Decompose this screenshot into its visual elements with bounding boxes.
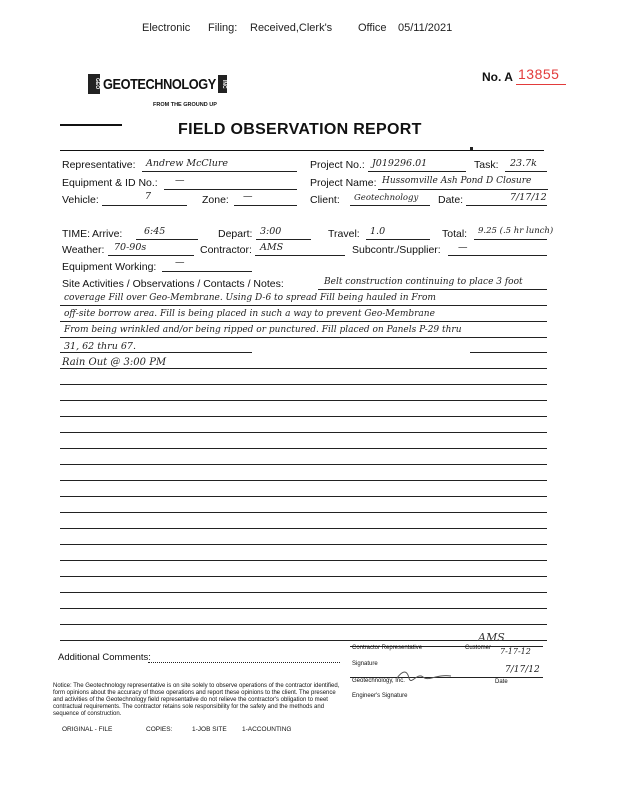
depart-value: 3:00 bbox=[260, 226, 282, 237]
customer-signature: AMS bbox=[478, 631, 505, 644]
equipment-working-value: — bbox=[175, 257, 185, 268]
project-name-value: Hussomville Ash Pond D Closure bbox=[382, 176, 532, 186]
equipment-label: Equipment & ID No.: bbox=[62, 177, 158, 189]
copies-original: ORIGINAL - FILE bbox=[62, 726, 113, 733]
date-label: Date: bbox=[438, 194, 464, 206]
client-label: Client: bbox=[310, 194, 340, 206]
equipment-working-label: Equipment Working: bbox=[62, 261, 157, 273]
time-label: TIME: bbox=[62, 228, 90, 240]
representative-label: Representative: bbox=[62, 159, 136, 171]
task-value: 23.7k bbox=[510, 158, 537, 169]
notes-line-4: From being wrinkled and/or being ripped or punctured. Fill placed on Panels P-29 thru bbox=[64, 325, 462, 335]
subcontr-value: — bbox=[458, 242, 468, 253]
project-no-label: Project No.: bbox=[310, 159, 365, 171]
customer-date: 7-17-12 bbox=[500, 647, 531, 656]
total-label: Total: bbox=[442, 228, 468, 240]
engineer-signature bbox=[395, 668, 455, 682]
project-no-value: J019296.01 bbox=[372, 158, 428, 169]
depart-label: Depart: bbox=[218, 228, 253, 240]
report-title: FIELD OBSERVATION REPORT bbox=[178, 121, 422, 138]
copies-label: COPIES: bbox=[146, 726, 173, 733]
copies-job-site: 1-JOB SITE bbox=[192, 726, 227, 733]
vehicle-label: Vehicle: bbox=[62, 194, 99, 206]
travel-label: Travel: bbox=[328, 228, 360, 240]
customer-label: Customer bbox=[465, 645, 492, 651]
notes-line-5: 31, 62 thru 67. bbox=[64, 341, 136, 352]
filing-office: Office bbox=[358, 22, 387, 34]
client-value: Geotechnology bbox=[354, 193, 419, 203]
filing-received: Received,Clerk's bbox=[250, 22, 333, 34]
notes-line-3: off-site borrow area. Fill is being placed in such a way to prevent Geo-Membrane bbox=[64, 309, 435, 319]
project-name-label: Project Name: bbox=[310, 177, 377, 189]
notes-label: Site Activities / Observations / Contacts / Notes: bbox=[62, 278, 284, 290]
report-no-value: 13855 bbox=[518, 66, 560, 82]
contractor-rep-label: Contractor Representative bbox=[352, 645, 423, 651]
report-no-label: No. A bbox=[482, 70, 513, 84]
geotech-label: Geotechnology, Inc. bbox=[352, 678, 405, 684]
representative-value: Andrew McClure bbox=[146, 158, 229, 169]
total-value: 9.25 (.5 hr lunch) bbox=[478, 226, 554, 236]
contractor-value: AMS bbox=[260, 242, 284, 253]
zone-label: Zone: bbox=[202, 194, 229, 206]
zone-value: — bbox=[243, 191, 253, 202]
date-value: 7/17/12 bbox=[510, 192, 547, 203]
filing-date: 05/11/2021 bbox=[398, 22, 453, 34]
date-sig-label: Date bbox=[495, 679, 508, 685]
contractor-label: Contractor: bbox=[200, 244, 252, 256]
copies-accounting: 1-ACCOUNTING bbox=[242, 726, 292, 733]
notes-line-6: Rain Out @ 3:00 PM bbox=[62, 357, 167, 368]
signature-label: Signature bbox=[352, 661, 378, 667]
vehicle-value: 7 bbox=[145, 191, 152, 202]
logo-name: GEOTECHNOLOGY bbox=[103, 76, 216, 93]
logo-mark: GEO bbox=[88, 74, 100, 94]
notice-text: Notice: The Geotechnology representative is on site solely to observe operations of the contractor identified, form opinions about the accuracy of those operations and report these opinions to the client. The presence and activities of the Geotechnology field representative do not relieve the contractor's obligation to meet contractual requirements. The contractor retains sole responsibility for the safety and the methods and sequence of construction. bbox=[53, 683, 340, 717]
arrive-label: Arrive: bbox=[92, 228, 123, 240]
filing-filing: Filing: bbox=[208, 22, 238, 34]
logo-tagline: FROM THE GROUND UP bbox=[153, 102, 217, 108]
equipment-value: — bbox=[175, 175, 185, 186]
arrive-value: 6:45 bbox=[144, 226, 166, 237]
notes-line-2: coverage Fill over Geo-Membrane. Using D-6 to spread Fill being hauled in From bbox=[64, 293, 436, 303]
engineer-signature-label: Engineer's Signature bbox=[352, 693, 408, 699]
filing-electronic: Electronic bbox=[142, 22, 191, 34]
weather-value: 70-90s bbox=[114, 242, 147, 253]
logo-inc: INC bbox=[218, 75, 227, 93]
subcontr-label: Subcontr./Supplier: bbox=[352, 244, 441, 256]
weather-label: Weather: bbox=[62, 244, 105, 256]
additional-comments-label: Additional Comments: bbox=[58, 652, 151, 663]
travel-value: 1.0 bbox=[370, 226, 386, 237]
notes-line-1: Belt construction continuing to place 3 foot bbox=[324, 277, 523, 287]
engineer-date: 7/17/12 bbox=[505, 665, 540, 675]
task-label: Task: bbox=[474, 159, 499, 171]
